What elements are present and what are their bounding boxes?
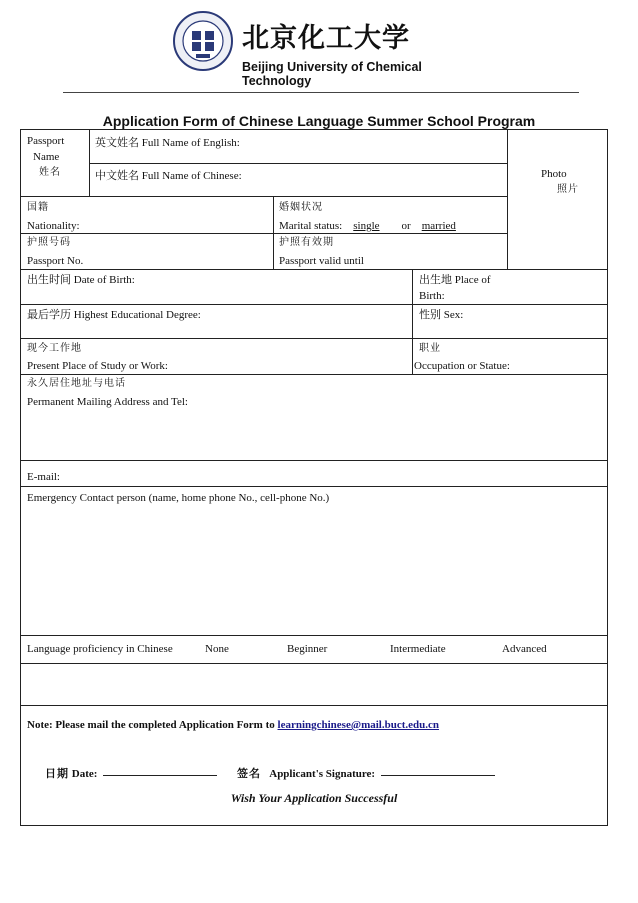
photo-label-cn: 照片	[557, 184, 579, 195]
divider	[21, 486, 607, 487]
chinese-name-label: 中文姓名 Full Name of Chinese:	[95, 170, 242, 182]
language-level-beginner[interactable]: Beginner	[287, 643, 328, 655]
divider	[21, 269, 607, 270]
marital-status-field	[279, 219, 456, 233]
divider	[21, 233, 507, 234]
marital-or: or	[401, 220, 411, 232]
note-text	[27, 718, 439, 732]
nationality-label: Nationality:	[27, 220, 80, 232]
divider	[89, 130, 90, 196]
signature-input-line[interactable]	[381, 775, 495, 776]
email-label: E-mail:	[27, 471, 60, 483]
note-label: Note: Please mail the completed Application Form to	[27, 719, 278, 731]
passport-valid-label: Passport valid until	[279, 255, 364, 267]
date-of-birth-label: 出生时间 Date of Birth:	[27, 274, 135, 286]
signature-label: Applicant's Signature:	[269, 768, 376, 780]
form-title: Application Form of Chinese Language Summer School Program	[102, 113, 536, 129]
divider	[89, 163, 507, 164]
divider	[412, 269, 413, 374]
occupation-label-cn: 职业	[419, 343, 441, 354]
divider	[21, 663, 607, 664]
header-divider	[63, 92, 579, 93]
language-level-intermediate[interactable]: Intermediate	[390, 643, 446, 655]
marital-option-single[interactable]: single	[353, 220, 380, 232]
study-label-cn: 现今工作地	[27, 343, 82, 354]
marital-option-married[interactable]: married	[421, 220, 456, 232]
marital-label-cn: 婚姻状况	[279, 202, 323, 213]
university-name-english: Beijing University of Chemical Technology	[242, 60, 422, 88]
divider	[21, 460, 607, 461]
divider	[21, 374, 607, 375]
divider	[21, 635, 607, 636]
photo-label: Photo	[541, 168, 567, 180]
passport-name-label-cn: 姓名	[39, 167, 61, 178]
application-form	[20, 129, 608, 826]
passport-name-label-2: Name	[33, 151, 60, 163]
emergency-contact-label: Emergency Contact person (name, home phone No., cell-phone No.)	[27, 492, 330, 504]
nationality-label-cn: 国籍	[27, 202, 49, 213]
divider	[507, 130, 508, 269]
sex-label: 性别 Sex:	[419, 309, 464, 321]
date-input-line[interactable]	[103, 775, 217, 776]
divider	[273, 196, 274, 269]
place-of-birth-label-2: Birth:	[419, 290, 445, 302]
divider	[21, 196, 507, 197]
address-label: Permanent Mailing Address and Tel:	[27, 396, 188, 408]
passport-no-label-cn: 护照号码	[27, 237, 71, 248]
language-level-advanced[interactable]: Advanced	[502, 643, 547, 655]
english-name-label: 英文姓名 Full Name of English:	[95, 137, 240, 149]
passport-valid-label-cn: 护照有效期	[279, 237, 334, 248]
passport-no-label: Passport No.	[27, 255, 84, 267]
occupation-label: Occupation or Statue:	[414, 360, 510, 372]
university-name-chinese: 北京化工大学	[242, 23, 410, 54]
closing-text: Wish Your Application Successful	[230, 791, 398, 805]
divider	[21, 338, 607, 339]
address-label-cn: 永久居住地址与电话	[27, 378, 126, 389]
marital-label: Marital status:	[279, 220, 343, 232]
signature-field	[237, 767, 375, 781]
signature-label-cn: 签名	[237, 767, 261, 780]
place-of-birth-label: 出生地 Place of	[419, 274, 491, 286]
university-logo	[172, 10, 472, 88]
divider	[21, 304, 607, 305]
education-degree-label: 最后学历 Highest Educational Degree:	[27, 309, 201, 321]
divider	[21, 705, 607, 706]
date-label-cn: 日期	[45, 767, 69, 780]
study-label: Present Place of Study or Work:	[27, 360, 168, 372]
date-field	[45, 767, 97, 781]
note-email-link[interactable]: learningchinese@mail.buct.edu.cn	[277, 719, 440, 731]
language-proficiency-label: Language proficiency in Chinese	[27, 643, 173, 655]
date-label: Date:	[71, 768, 98, 780]
passport-name-label: Passport	[27, 135, 65, 147]
university-seal-icon	[172, 10, 234, 72]
language-level-none[interactable]: None	[205, 643, 229, 655]
